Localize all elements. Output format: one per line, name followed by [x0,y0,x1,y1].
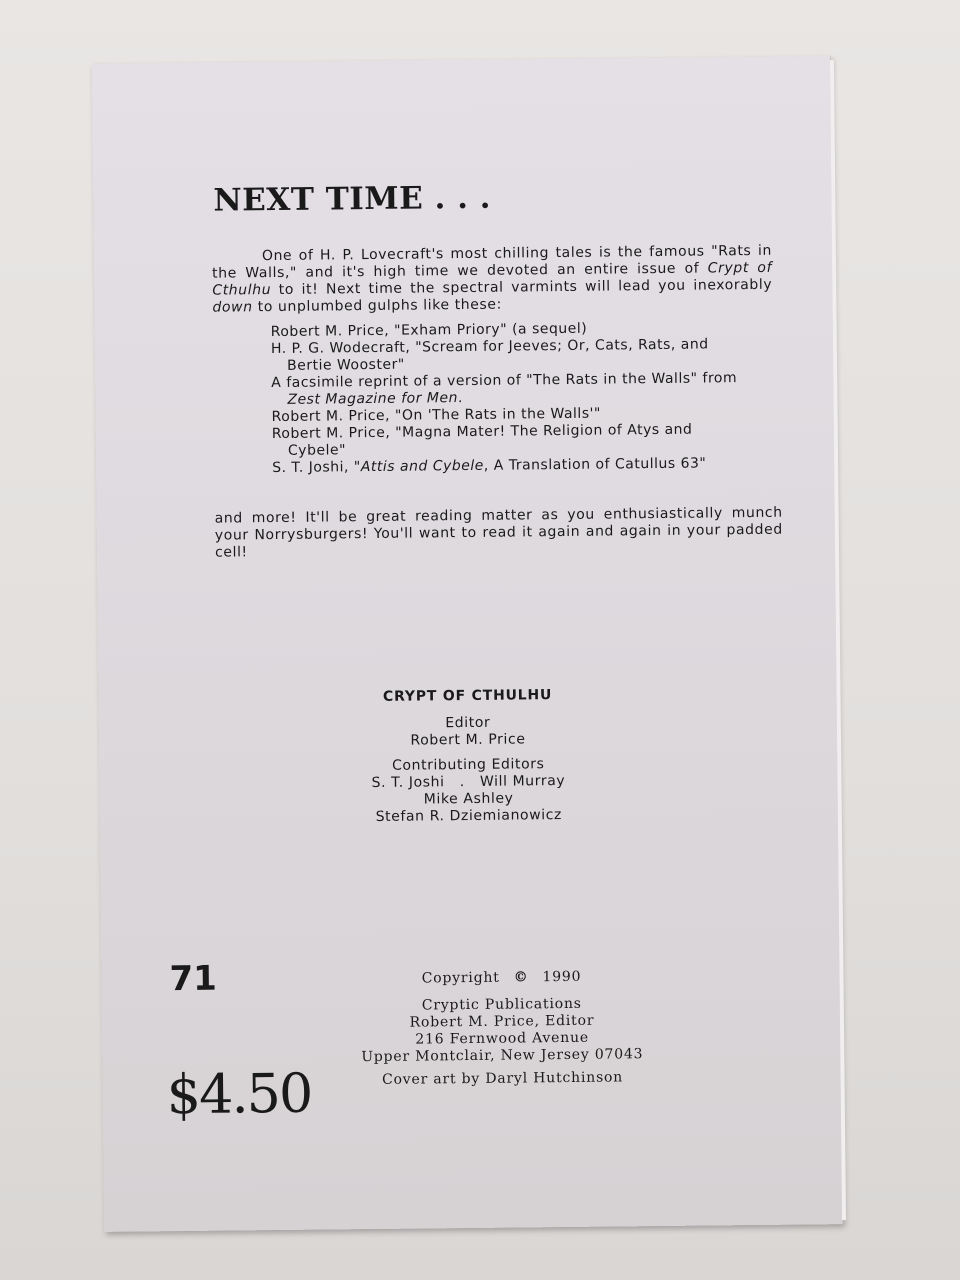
back-cover-page [92,56,843,1232]
masthead [98,684,837,829]
publisher-name: Cryptic Publications [421,995,582,1014]
copyright-line: Copyright © 1990 [421,968,582,987]
page-heading: NEXT TIME . . . [213,179,492,219]
magazine-title: CRYPT OF CTHULHU [382,687,553,705]
copyright-icon: © [513,969,529,986]
street-address: 216 Fernwood Avenue [415,1029,590,1048]
publisher-editor: Robert M. Price, Editor [409,1012,595,1031]
list-item: S. T. Joshi, "Attis and Cybele, A Translation of Catullus 63" [272,455,707,477]
city-address: Upper Montclair, New Jersey 07043 [361,1046,644,1066]
editor-label: Editor [445,714,491,732]
cover-price: $4.50 [166,1061,312,1127]
list-item: Robert M. Price, "On 'The Rats in the Walls'" [271,405,601,426]
cover-art-credit: Cover art by Daryl Hutchinson [381,1069,624,1088]
list-item: Robert M. Price, "Magna Mater! The Religion of Atys and Cybele" [271,421,693,459]
list-item: Robert M. Price, "Exham Priory" (a sequel) [270,320,588,341]
page-edge [830,60,846,1220]
contributing-editor: Stefan R. Dziemianowicz [375,807,563,825]
outro-paragraph: and more! It'll be great reading matter as you enthusiastically munch your Norrysburgers! You'll want to read it again and again in your padded cell! [214,504,783,561]
list-item: H. P. G. Wodecraft, "Scream for Jeeves; Or, Cats, Rats, and Bertie Wooster" [270,336,709,374]
contributing-editor: Mike Ashley [423,790,514,808]
list-item: A facsimile reprint of a version of "The Rats in the Walls" from Zest Magazine for Men. [271,370,738,408]
contents-list [271,319,743,477]
issue-number: 71 [169,958,218,1000]
editor-name: Robert M. Price [410,731,526,749]
intro-paragraph: One of H. P. Lovecraft's most chilling tales is the famous "Rats in the Walls," and it's high time we devoted an entire issue of Crypt of Cthulhu to it! Next time the spectral varmints will lead you inexorably down to unplumbed gulphs like these: [212,242,773,316]
contributing-editors-line: S. T. Joshi . Will Murray [371,772,566,792]
imprint-block [341,968,662,1089]
contributing-editors-label: Contributing Editors [391,756,545,774]
